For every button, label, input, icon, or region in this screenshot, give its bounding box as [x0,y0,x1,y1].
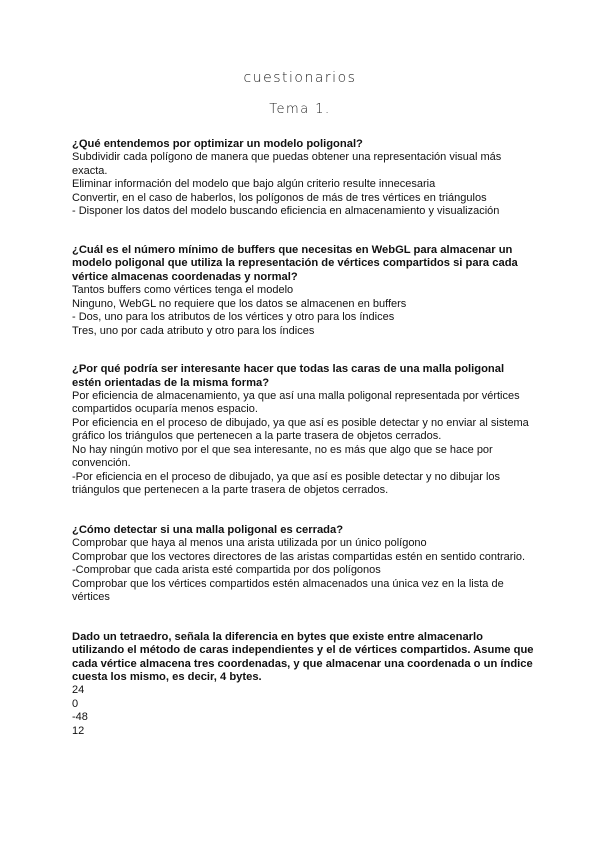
question-text: ¿Cuál es el número mínimo de buffers que necesitas en WebGL para almacenar un modelo poligonal que utiliza la representación de vértices compartidos si para cada vértice almacenas coordenadas y normal? [72,243,518,283]
question-text: ¿Qué entendemos por optimizar un modelo poligonal? [72,138,363,150]
answer-option[interactable]: 0 [72,697,79,710]
answer-option[interactable]: - Dos, uno para los atributos de los vértices y otro para los índices [72,311,395,324]
question-block [72,363,534,498]
answer-option[interactable]: Por eficiencia en el proceso de dibujado, ya que así es posible detectar y no enviar al sistema gráfico los triángulos que pertenecen a la parte trasera de objetos cerrados. [72,416,529,443]
answer-option[interactable]: Por eficiencia de almacenamiento, ya que así una malla poligonal representada por vértices compartidos ocuparía menos espacio. [72,389,520,416]
question-block [72,244,534,338]
answer-option[interactable]: Comprobar que los vértices compartidos estén almacenados una única vez en la lista de vértices [72,577,504,604]
answer-option[interactable]: -Por eficiencia en el proceso de dibujado, ya que así es posible detectar y no dibujar los triángulos que pertenecen a la parte trasera de objetos cerrados. [72,470,501,497]
document-subtitle: Tema 1. [269,102,331,117]
answer-option[interactable]: Ninguno, WebGL no requiere que los datos se almacenen en buffers [72,297,407,310]
questions-list [72,138,534,760]
answer-option[interactable]: Subdividir cada polígono de manera que puedas obtener una representación visual más exacta. [72,151,502,177]
answer-option[interactable]: No hay ningún motivo por el que sea interesante, no es más que algo que se hace por convención. [72,443,493,470]
answer-option[interactable]: 12 [72,724,85,737]
question-block [72,524,534,605]
document-title: cuestionarios [243,70,357,86]
question-text: Dado un tetraedro, señala la diferencia en bytes que existe entre almacenarlo utilizando el método de caras independientes y el de vértices compartidos. Asume que cada vértice almacena tres coordenadas, y que almacenar una coordenada o un índice cuesta los mismo, es decir, 4 bytes. [72,630,534,684]
answer-option[interactable]: - Disponer los datos del modelo buscando eficiencia en almacenamiento y visualización [72,205,500,218]
answer-option[interactable]: Tres, uno por cada atributo y otro para los índices [72,324,315,337]
answer-option[interactable]: Comprobar que haya al menos una arista utilizada por un único polígono [72,537,427,550]
question-block [72,138,534,219]
answer-option[interactable]: 24 [72,684,85,697]
question-block [72,631,534,739]
answer-option[interactable]: Tantos buffers como vértices tenga el modelo [72,284,294,297]
answer-option[interactable]: Eliminar información del modelo que bajo algún criterio resulte innecesaria [72,178,436,191]
answer-option[interactable]: -48 [72,711,88,724]
answer-option[interactable]: Comprobar que los vectores directores de las aristas compartidas estén en sentido contrario. [72,550,526,563]
question-text: ¿Por qué podría ser interesante hacer que todas las caras de una malla poligonal estén orientadas de la misma forma? [72,363,505,389]
answer-option[interactable]: Convertir, en el caso de haberlos, los polígonos de más de tres vértices en triángulos [72,191,487,204]
answer-option[interactable]: -Comprobar que cada arista esté compartida por dos polígonos [72,564,381,577]
question-text: ¿Cómo detectar si una malla poligonal es cerrada? [72,523,344,536]
